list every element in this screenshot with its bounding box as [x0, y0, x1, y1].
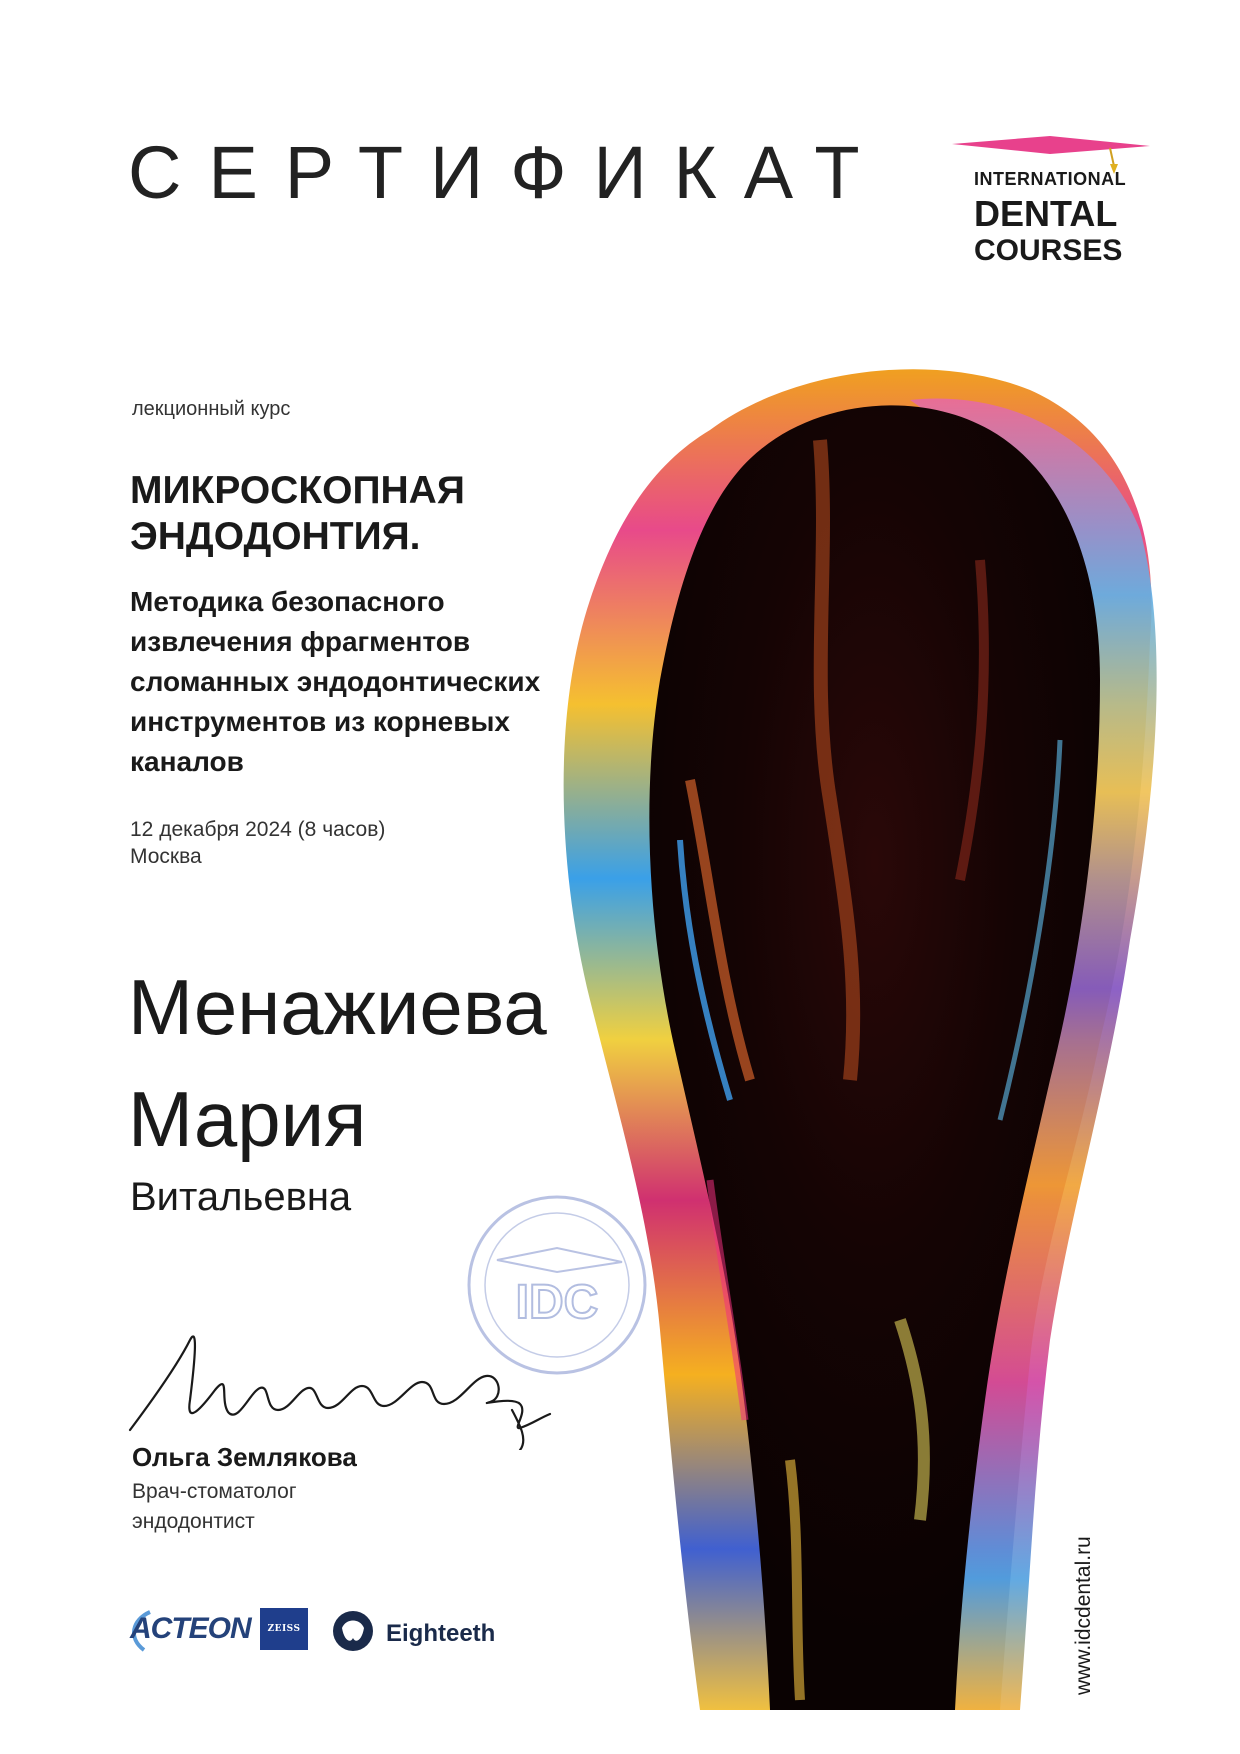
- tooth-illustration: [560, 360, 1200, 1710]
- course-type: лекционный курс: [132, 398, 291, 420]
- zeiss-logo: ZEISS: [260, 1608, 308, 1650]
- course-date: 12 декабря 2024 (8 часов): [130, 818, 386, 841]
- acteon-logo: ACTEON: [130, 1612, 251, 1645]
- recipient-patronymic: Витальевна: [130, 1175, 352, 1219]
- course-subtitle: Методика безопасного извлечения фрагментов сломанных эндодонтических инструментов из корневых каналов: [130, 586, 541, 777]
- logo-line-2: DENTAL: [974, 193, 1118, 234]
- partner-logos: [130, 1608, 510, 1658]
- eighteeth-mark-icon: [326, 1608, 380, 1654]
- course-title: МИКРОСКОПНАЯ ЭНДОДОНТИЯ.: [130, 469, 465, 558]
- signer-role-line-2: эндодонтист: [132, 1510, 255, 1533]
- logo-line-1: INTERNATIONAL: [974, 169, 1127, 189]
- recipient-first-name: Мария: [128, 1075, 367, 1163]
- course-city: Москва: [130, 845, 202, 868]
- signer-name: Ольга Землякова: [132, 1442, 357, 1472]
- certificate-title: СЕРТИФИКАТ: [128, 131, 887, 214]
- eighteeth-logo: Eighteeth: [386, 1620, 496, 1647]
- stamp-text: IDC: [515, 1276, 599, 1329]
- website-url: www.idcdental.ru: [1072, 1536, 1095, 1695]
- logo-line-3: COURSES: [974, 234, 1123, 267]
- idc-logo: [950, 132, 1150, 272]
- recipient-surname: Менажиева: [128, 963, 547, 1051]
- signer-role-line-1: Врач-стоматолог: [132, 1480, 297, 1503]
- signature: [120, 1300, 590, 1450]
